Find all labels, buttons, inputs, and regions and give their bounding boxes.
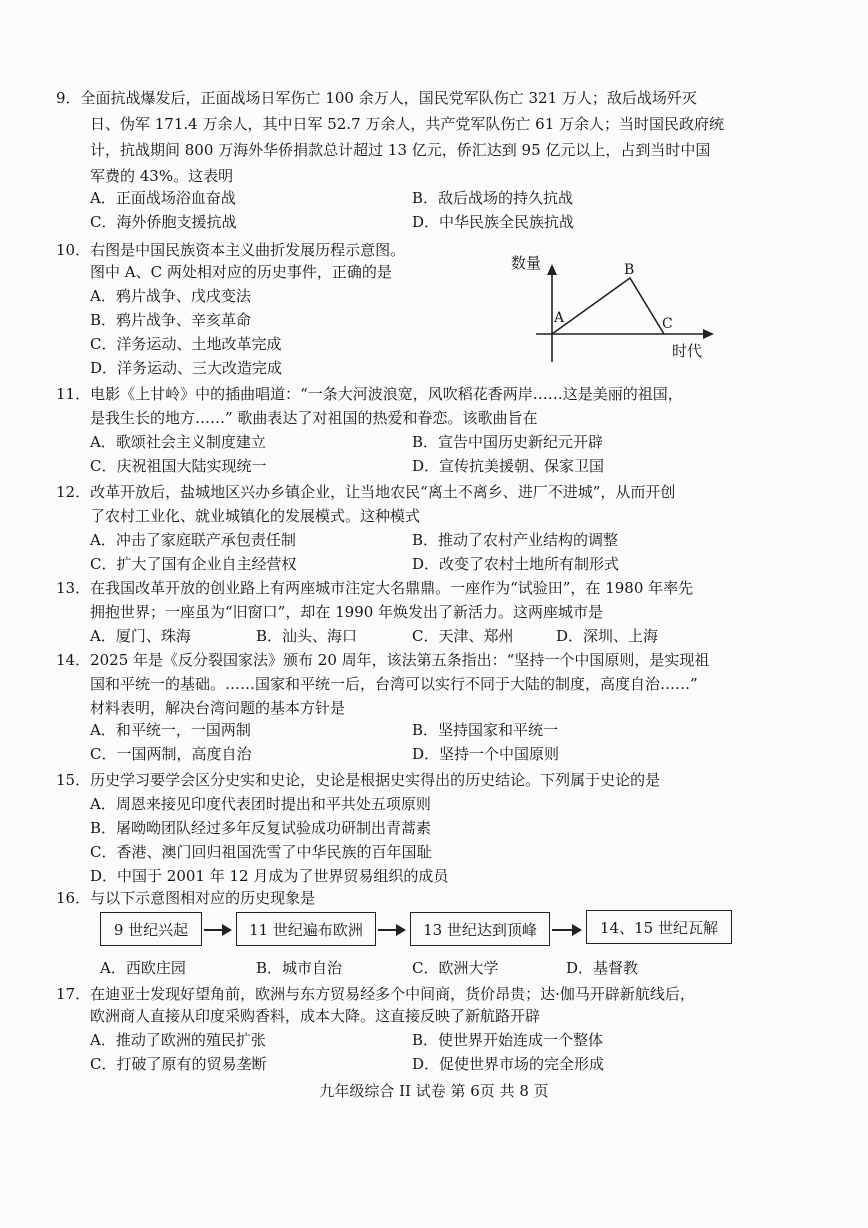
q17-option-c[interactable]: C．打破了原有的贸易垄断 xyxy=(90,1055,267,1073)
q10-stem-line-1: 10．右图是中国民族资本主义曲折发展历程示意图。 xyxy=(56,241,406,259)
q12-option-b[interactable]: B．推动了农村产业结构的调整 xyxy=(412,531,619,549)
flow-box-1: 9 世纪兴起 xyxy=(100,912,202,946)
q12-stem-line-1: 12．改革开放后，盐城地区兴办乡镇企业，让当地农民“离土不离乡、进厂不进城”，从而开创 xyxy=(56,483,676,501)
q11-option-a[interactable]: A．歌颂社会主义制度建立 xyxy=(90,433,266,451)
q10-option-b[interactable]: B．鸦片战争、辛亥革命 xyxy=(90,311,252,329)
q12-option-a[interactable]: A．冲击了家庭联产承包责任制 xyxy=(90,531,296,549)
q16-stem-line-1: 16．与以下示意图相对应的历史现象是 xyxy=(56,889,316,907)
q9-option-b[interactable]: B．敌后战场的持久抗战 xyxy=(412,189,574,207)
diagram-svg xyxy=(510,250,730,370)
q13-option-c[interactable]: C．天津、郑州 xyxy=(412,627,514,645)
diagram-point-c-label: C xyxy=(662,316,673,332)
q11-option-c[interactable]: C．庆祝祖国大陆实现统一 xyxy=(90,457,267,475)
q14-option-a[interactable]: A．和平统一，一国两制 xyxy=(90,721,251,739)
q11-stem-line-2: 是我生长的地方……” 歌曲表达了对祖国的热爱和眷恋。该歌曲旨在 xyxy=(90,409,538,427)
flow-box-2: 11 世纪遍布欧洲 xyxy=(236,912,376,946)
diagram-curve xyxy=(552,278,664,334)
q11-option-b[interactable]: B．宣告中国历史新纪元开辟 xyxy=(412,433,604,451)
q17-option-b[interactable]: B．使世界开始连成一个整体 xyxy=(412,1031,604,1049)
q17-stem-line-1: 17．在迪亚士发现好望角前，欧洲与东方贸易经多个中间商，货价昂贵；达·伽马开辟新航线后， xyxy=(56,985,695,1003)
q9-option-a[interactable]: A．正面战场浴血奋战 xyxy=(90,189,236,207)
diagram-y-arrow-icon xyxy=(547,264,557,275)
q9-stem-line-4: 军费的 43%。这表明 xyxy=(90,167,234,185)
q13-stem-line-1: 13．在我国改革开放的创业路上有两座城市注定大名鼎鼎。一座作为“试验田”，在 1980 年率先 xyxy=(56,579,694,597)
q12-option-d[interactable]: D．改变了农村土地所有制形式 xyxy=(412,555,620,573)
q15-stem-line-1: 15．历史学习要学会区分史实和史论，史论是根据史实得出的历史结论。下列属于史论的是 xyxy=(56,771,661,789)
q16-option-b[interactable]: B．城市自治 xyxy=(256,959,343,977)
flow-arrow-3-icon xyxy=(552,929,580,931)
q15-option-c[interactable]: C．香港、澳门回归祖国洗雪了中华民族的百年国耻 xyxy=(90,843,432,861)
q16-option-c[interactable]: C．欧洲大学 xyxy=(412,959,499,977)
q14-option-c[interactable]: C．一国两制，高度自治 xyxy=(90,745,252,763)
q13-option-d[interactable]: D．深圳、上海 xyxy=(556,627,659,645)
q12-option-c[interactable]: C．扩大了国有企业自主经营权 xyxy=(90,555,297,573)
q12-stem-line-2: 了农村工业化、就业城镇化的发展模式。这种模式 xyxy=(90,507,421,525)
q10-stem-line-2: 图中 A、C 两处相对应的历史事件，正确的是 xyxy=(90,263,392,281)
q14-option-d[interactable]: D．坚持一个中国原则 xyxy=(412,745,560,763)
q9-option-c[interactable]: C．海外侨胞支援抗战 xyxy=(90,213,237,231)
diagram-x-label: 时代 xyxy=(672,342,703,360)
flow-box-4: 14、15 世纪瓦解 xyxy=(586,910,732,944)
q11-stem-line-1: 11．电影《上甘岭》中的插曲唱道：“一条大河波浪宽，风吹稻花香两岸……这是美丽的祖国， xyxy=(56,385,683,403)
diagram-y-label: 数量 xyxy=(511,254,542,272)
q15-option-b[interactable]: B．屠呦呦团队经过多年反复试验成功研制出青蒿素 xyxy=(90,819,432,837)
q10-option-c[interactable]: C．洋务运动、土地改革完成 xyxy=(90,335,282,353)
flow-arrow-2-icon xyxy=(378,929,404,931)
q14-stem-line-2: 国和平统一的基础。……国家和平统一后，台湾可以实行不同于大陆的制度，高度自治……” xyxy=(90,675,698,693)
q11-option-d[interactable]: D．宣传抗美援朝、保家卫国 xyxy=(412,457,605,475)
q10-option-d[interactable]: D．洋务运动、三大改造完成 xyxy=(90,359,283,377)
q9-stem-line-1: 9．全面抗战爆发后，正面战场日军伤亡 100 余万人，国民党军队伤亡 321 万人；敌后战场歼灭 xyxy=(56,89,697,107)
q17-option-d[interactable]: D．促使世界市场的完全形成 xyxy=(412,1055,605,1073)
q14-stem-line-3: 材料表明，解决台湾问题的基本方针是 xyxy=(90,699,346,717)
q14-stem-line-1: 14．2025 年是《反分裂国家法》颁布 20 周年，该法第五条指出：“坚持一个中国原则，是实现祖 xyxy=(56,651,710,669)
q14-option-b[interactable]: B．坚持国家和平统一 xyxy=(412,721,559,739)
q10-option-a[interactable]: A．鸦片战争、戊戌变法 xyxy=(90,287,251,305)
capitalism-development-diagram xyxy=(510,250,730,370)
q16-option-d[interactable]: D．基督教 xyxy=(566,959,639,977)
q16-option-a[interactable]: A．西欧庄园 xyxy=(100,959,186,977)
diagram-point-a-label: A xyxy=(554,310,565,326)
page-footer: 九年级综合 II 试卷 第 6页 共 8 页 xyxy=(319,1082,549,1100)
q15-option-a[interactable]: A．周恩来接见印度代表团时提出和平共处五项原则 xyxy=(90,795,431,813)
diagram-x-arrow-icon xyxy=(703,329,714,339)
q9-stem-line-2: 日、伪军 171.4 万余人，其中日军 52.7 万余人，共产党军队伤亡 61 万余人；当时国民政府统 xyxy=(90,115,725,133)
q13-option-b[interactable]: B．汕头、海口 xyxy=(256,627,358,645)
q13-stem-line-2: 拥抱世界；一座虽为“旧窗口”，却在 1990 年焕发出了新活力。这两座城市是 xyxy=(90,603,604,621)
q17-stem-line-2: 欧洲商人直接从印度采购香料，成本大降。这直接反映了新航路开辟 xyxy=(90,1007,541,1025)
q9-stem-line-3: 计，抗战期间 800 万海外华侨捐款总计超过 13 亿元，侨汇达到 95 亿元以上，占到当时中国 xyxy=(90,141,711,159)
q15-option-d[interactable]: D．中国于 2001 年 12 月成为了世界贸易组织的成员 xyxy=(90,867,449,885)
flow-arrow-1-icon xyxy=(204,929,230,931)
diagram-point-b-label: B xyxy=(624,262,635,278)
flow-box-3: 13 世纪达到顶峰 xyxy=(410,912,550,946)
q17-option-a[interactable]: A．推动了欧洲的殖民扩张 xyxy=(90,1031,266,1049)
q9-option-d[interactable]: D．中华民族全民族抗战 xyxy=(412,213,575,231)
q13-option-a[interactable]: A．厦门、珠海 xyxy=(90,627,191,645)
